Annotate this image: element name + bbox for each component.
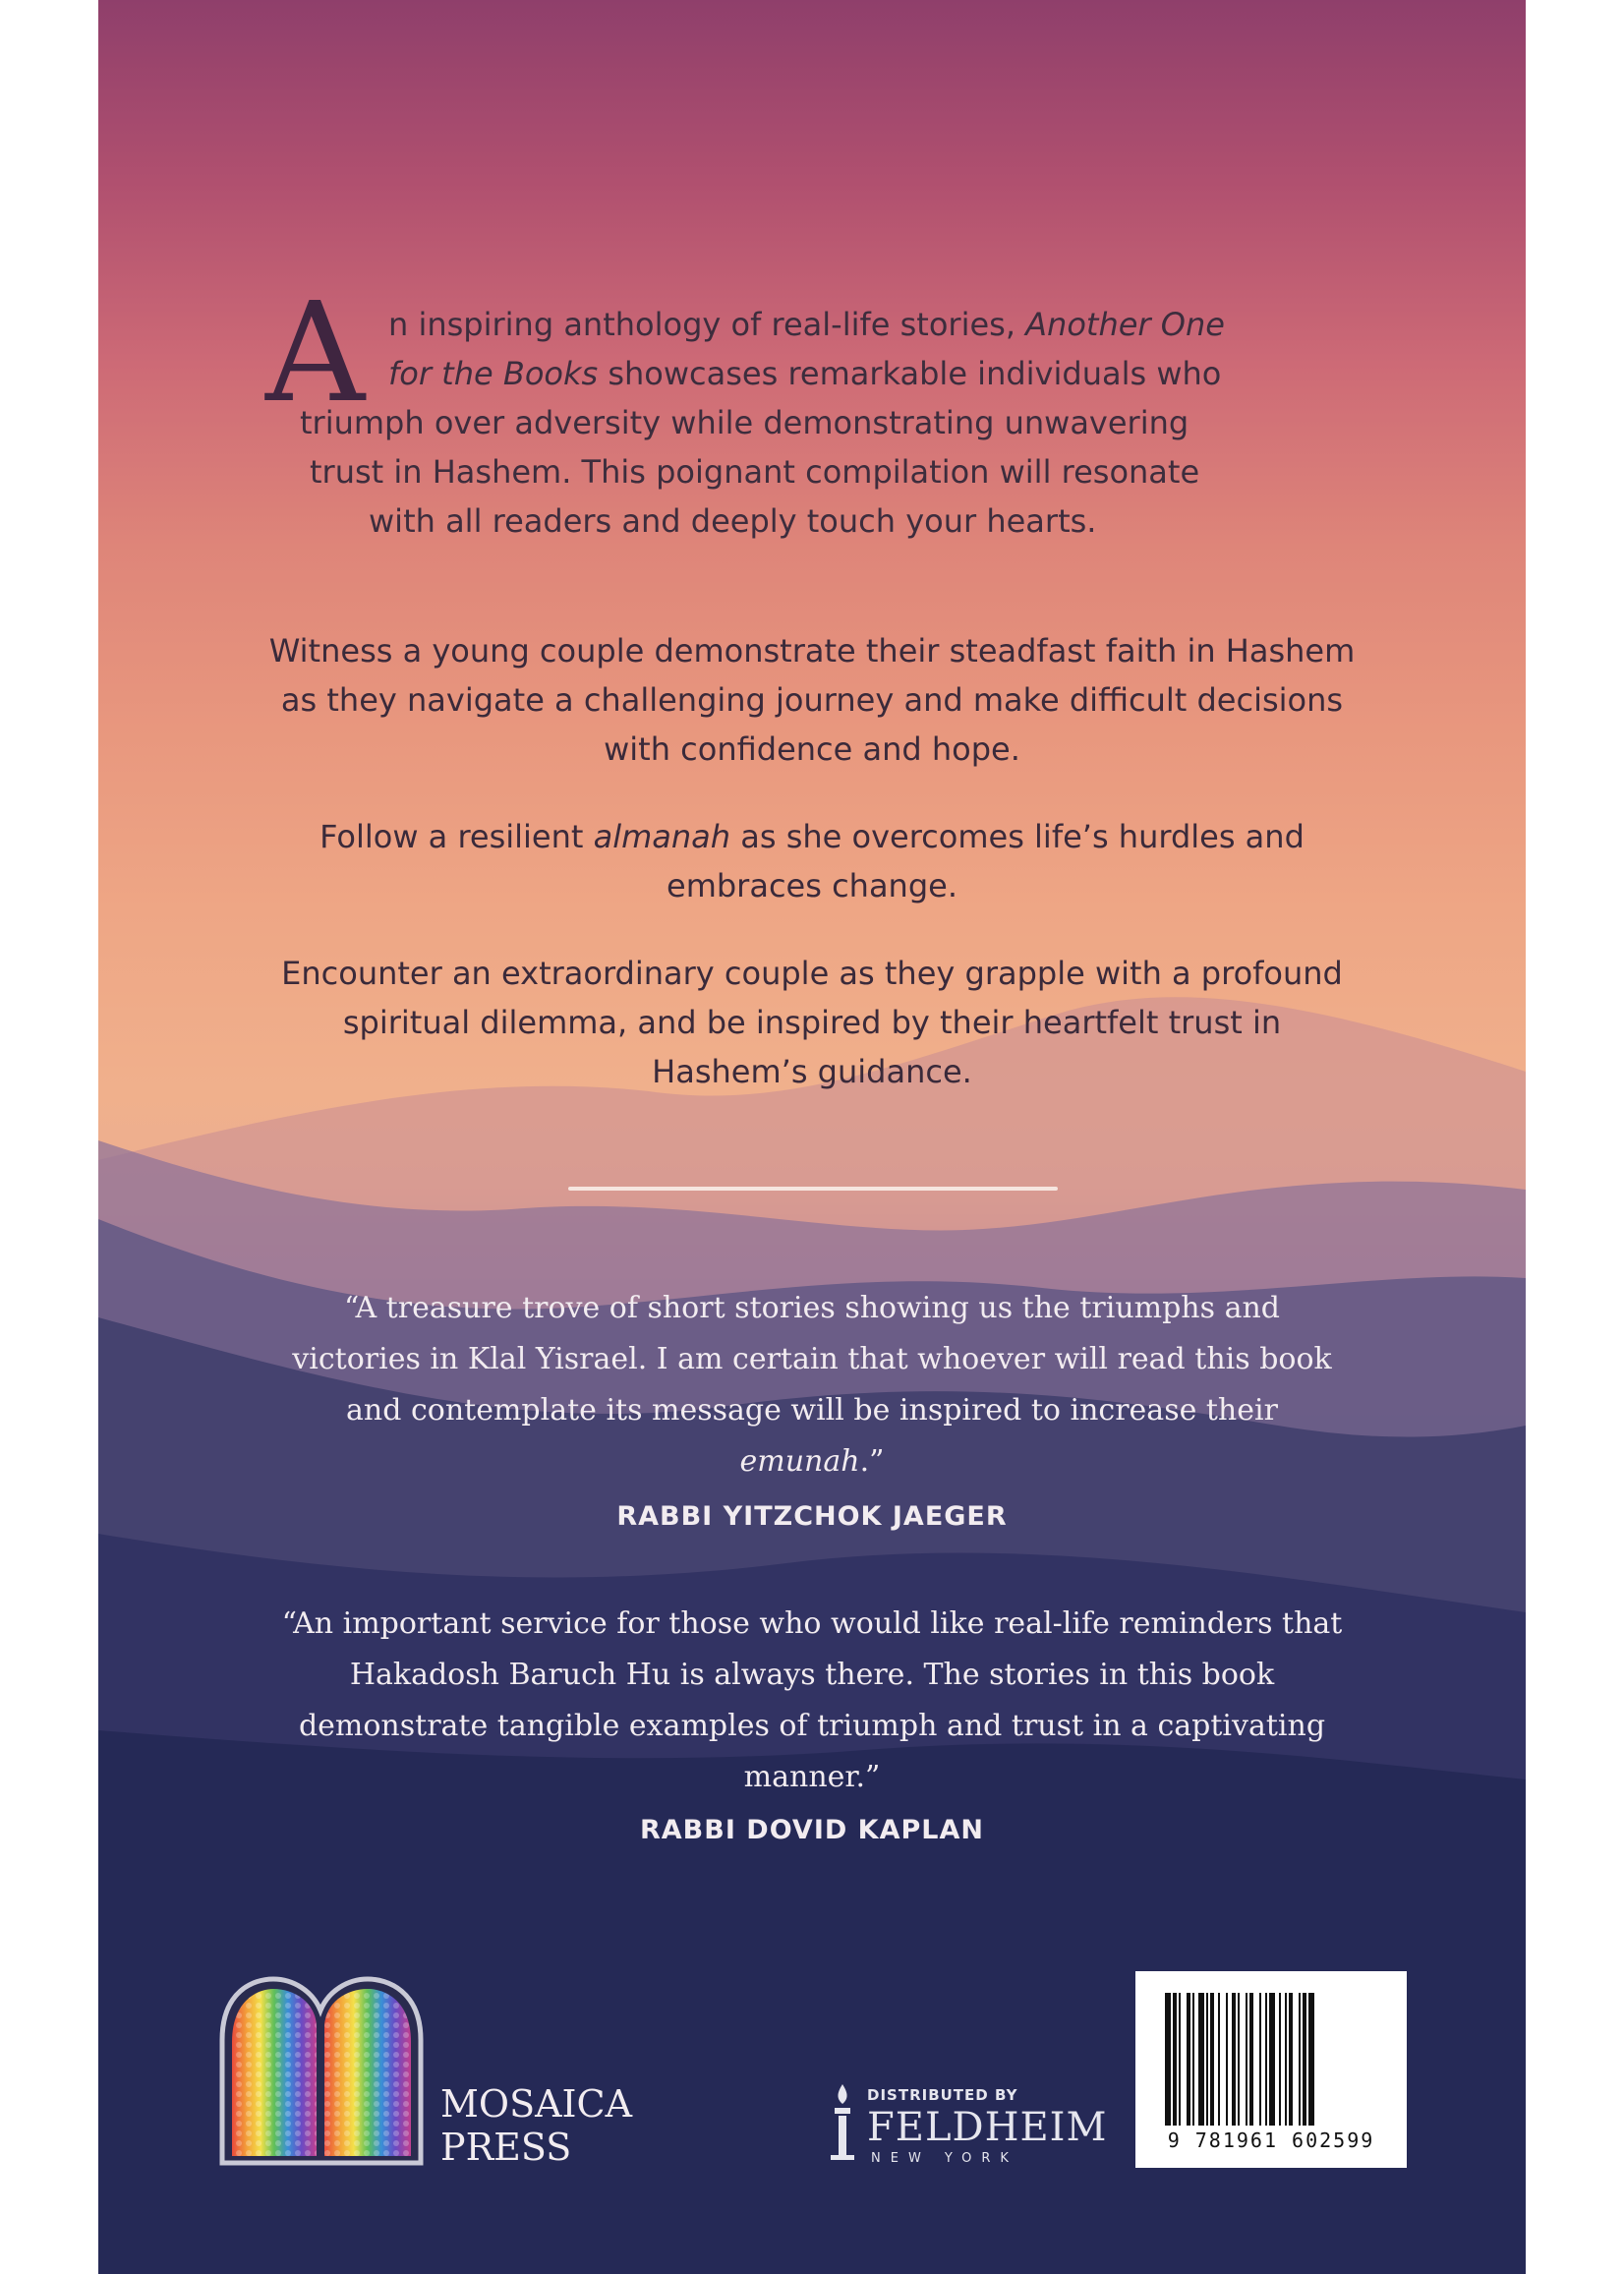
intro-line-2: for the Books showcases remarkable individuals who — [388, 355, 1222, 392]
barcode-bar — [1249, 1993, 1253, 2126]
endorsement-2 — [98, 1599, 1526, 1845]
barcode-bar — [1232, 1993, 1236, 2126]
barcode-bar — [1269, 1993, 1275, 2126]
barcode-bar — [1165, 1993, 1171, 2126]
barcode-bar — [1285, 1993, 1287, 2126]
barcode-bar — [1289, 1993, 1293, 2126]
publisher-name: MOSAICA PRESS — [440, 2082, 633, 2169]
barcode-bar — [1246, 1993, 1247, 2126]
barcode-bar — [1308, 1993, 1314, 2126]
barcode-bar — [1303, 1993, 1306, 2126]
barcode-bar — [1173, 1993, 1177, 2126]
intro-line-1: n inspiring anthology of real-life stories, Another One — [388, 306, 1225, 343]
divider-line — [568, 1187, 1058, 1191]
book-back-cover: A n inspiring anthology of real-life stories, Another One for the Books showcases remarkable individuals who triumph over adversity while demonstrating unwavering trust in Hashem. This poignant compilation will resonate with all readers and deeply touch your hearts. Witness a young couple demonstrate their steadfast faith in Hashem as they navigate a challenging journey and make difficult decisions with confidence and hope. Follow a resilient almanah as she overcomes life’s hurdles and embraces change. Encounter an extraordinary couple as they grapple with a profound spiritual dilemma, and be inspired by their heartfelt trust in Hashem’s guidance. “A treasure trove of short stories showing us the triumphs and victories in Klal Yisrael. I am certain that whoever will read this book and contemplate its message will be inspired to increase their emunah.” RABBI YITZCHOK JAEGER “An important service for those who would like real-life reminders that Hakadosh Baruch Hu is always there. The stories in this book demonstrate tangible examples of triumph and trust in a captivating manner.” RABBI DOVID KAPLAN MOSAICA PRESS DISTRIBUTED BY FELDHEIM NEW YORK 9 781961 602599 — [98, 0, 1526, 2274]
endorsement-2-author: RABBI DOVID KAPLAN — [640, 1815, 984, 1845]
intro-line-5: with all readers and deeply touch your hearts. — [369, 502, 1097, 540]
isbn-number: 9 781961 602599 — [1167, 2128, 1375, 2152]
endorsement-1-quote: “A treasure trove of short stories showing us the triumphs and victories in Klal Yisrael. I am certain that whoever will read this book and contemplate its message will be inspired to increase their emunah.” — [292, 1291, 1332, 1479]
highlight-2: Follow a resilient almanah as she overcomes life’s hurdles and embraces change. — [319, 818, 1305, 904]
barcode-bar — [1192, 1993, 1194, 2126]
barcode-bar — [1179, 1993, 1181, 2126]
barcode-bar — [1210, 1993, 1214, 2126]
intro-line-3: triumph over adversity while demonstrating unwavering — [300, 404, 1189, 441]
endorsement-1 — [98, 1283, 1526, 1532]
barcode-bar — [1206, 1993, 1208, 2126]
barcode-bars — [1165, 1993, 1377, 2126]
mosaica-logo-icon — [214, 1971, 431, 2168]
highlight-1: Witness a young couple demonstrate their steadfast faith in Hashem as they navigate a challenging journey and make difficult decisions with confidence and hope. — [268, 632, 1356, 768]
highlight-3: Encounter an extraordinary couple as they grapple with a profound spiritual dilemma, and be inspired by their heartfelt trust in Hashem’s guidance. — [281, 955, 1343, 1090]
barcode-bar — [1299, 1993, 1301, 2126]
endorsement-2-quote: “An important service for those who would like real-life reminders that Hakadosh Baruch Hu is always there. The stories in this book demonstrate tangible examples of triumph and trust in a captivating manner.” — [281, 1606, 1343, 1794]
barcode-bar — [1279, 1993, 1281, 2126]
drop-cap: A — [265, 273, 366, 434]
barcode-bar — [1218, 1993, 1220, 2126]
barcode — [1135, 1971, 1407, 2168]
barcode-bar — [1238, 1993, 1240, 2126]
barcode-bar — [1265, 1993, 1267, 2126]
intro-line-4: trust in Hashem. This poignant compilation will resonate — [310, 453, 1200, 491]
endorsement-1-author: RABBI YITZCHOK JAEGER — [616, 1501, 1008, 1532]
barcode-bar — [1259, 1993, 1261, 2126]
barcode-bar — [1187, 1993, 1190, 2126]
barcode-bar — [1226, 1993, 1228, 2126]
barcode-bar — [1198, 1993, 1204, 2126]
feldheim-icon — [826, 2082, 859, 2161]
